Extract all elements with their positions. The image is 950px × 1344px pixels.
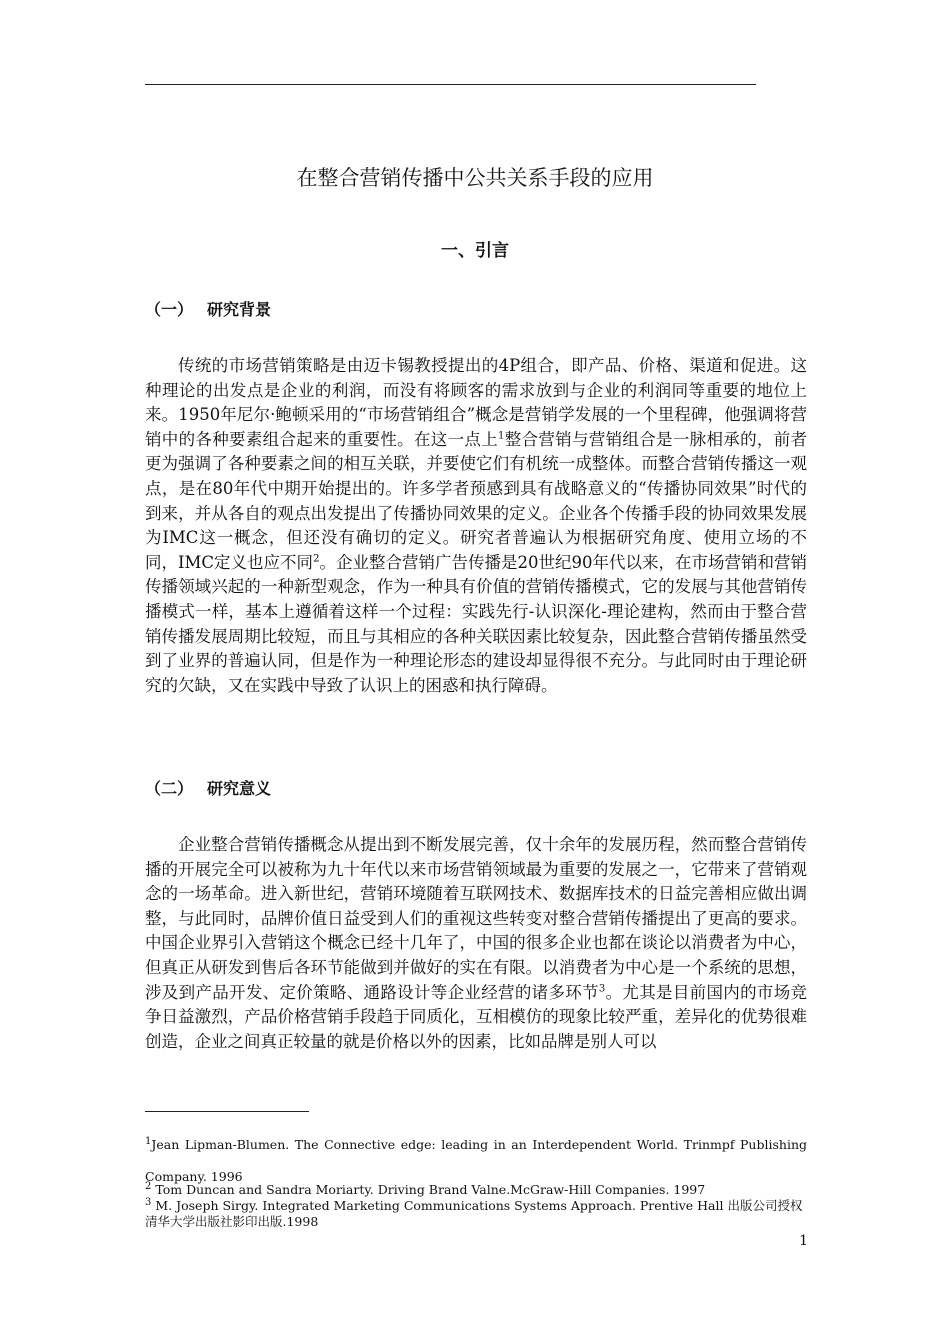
footnote-2 [145,1182,807,1198]
subsection-number: （二） [145,779,194,798]
footnote-ref[interactable]: 2 [313,553,320,565]
footnote-ref[interactable]: 3 [598,983,606,995]
footnote-marker: 2 [145,1180,152,1192]
subsection-heading-background [145,297,271,320]
subsection-heading-significance [145,776,271,799]
paragraph-text: 。尤其是目前国内的市场竞争日益激烈，产品价格营销手段趋于同质化，互相模仿的现象比较严重，差异化的优势很难创造，企业之间真正较量的就是价格以外的因素，比如品牌是别人可以 [145,982,808,1051]
paragraph-background [145,354,807,698]
section-heading: 一、引言 [441,241,509,261]
footnote-3 [145,1198,807,1230]
paragraph-text: 。企业整合营销广告传播是20世纪90年代以来，在市场营销和营销传播领域兴起的一种新型观念，作为一种具有价值的营销传播模式，它的发展与其他营销传播模式一样，基本上遵循着这样一个过程：实践先行-认识深化-理论建构，然而由于整合营销传播发展周期比较短，而且与其相应的各种关联因素比较复杂，因此整合营销传播虽然受到了业界的普遍认同，但是作为一种理论形态的建设却显得很不充分。与此同时由于理论研究的欠缺，又在实践中导致了认识上的困惑和执行障碍。 [145,552,807,695]
footnote-text: Jean Lipman-Blumen. The Connective edge: leading in an Interdependent World. Trinmpf Publishing Company. 1996 [145,1137,807,1184]
footnote-text: Tom Duncan and Sandra Moriarty. Driving Brand Valne.McGraw-Hill Companies. 1997 [151,1182,706,1197]
subsection-title: 研究意义 [207,779,272,798]
subsection-title: 研究背景 [207,300,272,319]
footnote-text: M. Joseph Sirgy. Integrated Marketing Communications Systems Approach. Prentive Hall 出版公司授权 清华大学出版社影印出版.1998 [145,1198,803,1229]
footnote-marker: 3 [145,1196,152,1208]
page-number: 1 [799,1233,808,1249]
paragraph-text: 传统的市场营销策略是由迈卡锡教授提出的4P组合，即产品、价格、渠道和促进。这种理论的出发点是企业的利润，而没有将顾客的需求放到与企业的利润同等重要的地位上来。1950年尼尔·鲍顿采用的“市场营销组合”概念是营销学发展的一个里程碑，他强调将营销中的各种要素组合起来的重要性。在这一点上 [145,356,807,449]
footnote-separator [145,1111,309,1112]
header-rule [145,84,756,85]
footnote-marker: 1 [145,1135,152,1147]
paragraph-significance [145,833,807,1054]
paragraph-text: 整合营销与营销组合是一脉相承的，前者更为强调了各种要素之间的相互关联，并要使它们有机统一成整体。而整合营销传播这一观点，是在80年代中期开始提出的。许多学者预感到具有战略意义的“传播协同效果”时代的到来，并从各自的观点出发提出了传播协同效果的定义。企业各个传播手段的协同效果发展为IMC这一概念，但还没有确切的定义。研究者普遍认为根据研究角度、使用立场的不同，IMC定义也应不同 [145,429,808,572]
paragraph-text: 企业整合营销传播概念从提出到不断发展完善，仅十余年的发展历程，然而整合营销传播的开展完全可以被称为九十年代以来市场营销领域最为重要的发展之一，它带来了营销观念的一场革命。进入新世纪，营销环境随着互联网技术、数据库技术的日益完善相应做出调整，与此同时，品牌价值日益受到人们的重视这些转变对整合营销传播提出了更高的要求。中国企业界引入营销这个概念已经十几年了，中国的很多企业也都在谈论以消费者为中心，但真正从研发到售后各环节能做到并做好的实在有限。以消费者为中心是一个系统的思想，涉及到产品开发、定价策略、通路设计等企业经营的诸多环节 [145,835,807,1002]
footnote-ref[interactable]: 1 [498,430,505,442]
document-title: 在整合营销传播中公共关系手段的应用 [296,166,654,190]
subsection-number: （一） [145,300,194,319]
